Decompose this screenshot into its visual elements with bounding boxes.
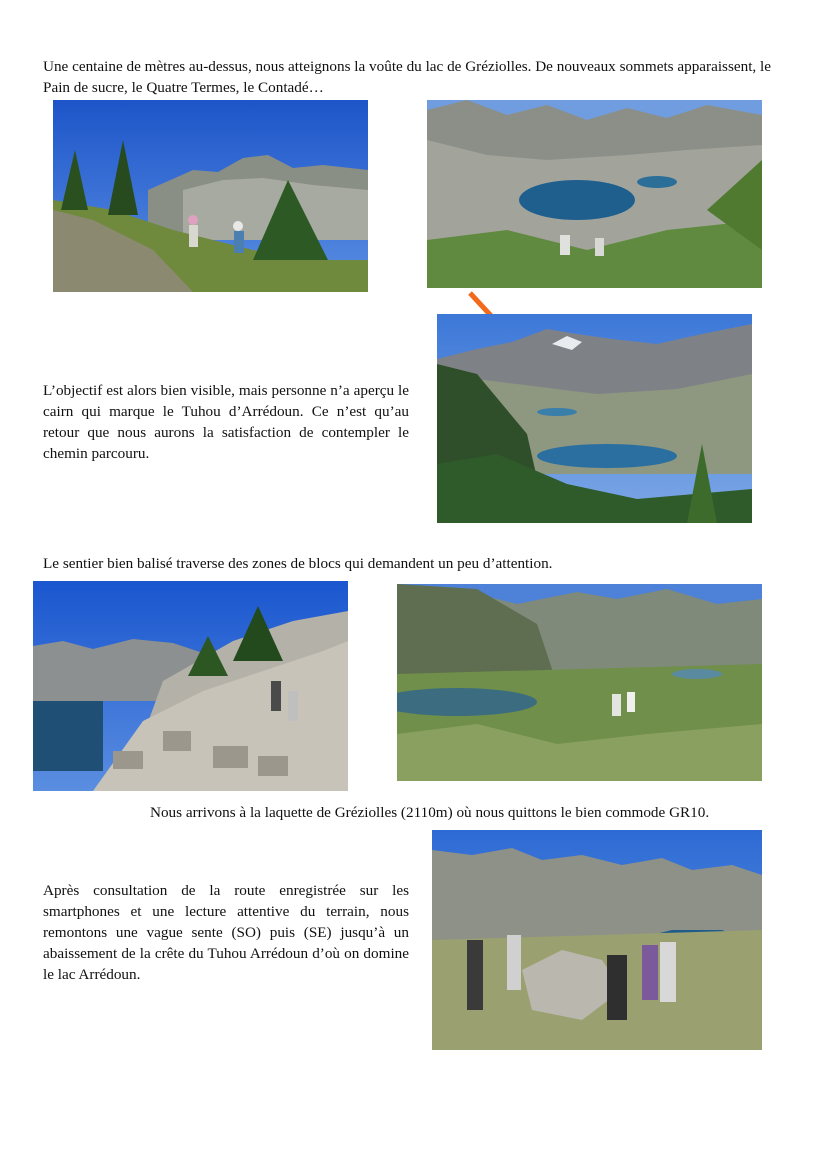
photo-lake-valley [427, 100, 762, 288]
photo-laquette-meadow [397, 584, 762, 781]
photo-boulder-field [33, 581, 348, 791]
paragraph-laquette-arrival: Nous arrivons à la laquette de Gréziolles (2110m) où nous quittons le bien commode GR10. [150, 804, 710, 821]
photo-hikers-pines [53, 100, 368, 292]
paragraph-objective-visible: L’objectif est alors bien visible, mais personne n’a aperçu le cairn qui marque le Tuhou d’Arrédoun. Ce n’est qu’au retour que nous aurons la satisfaction de contempler le chemin parcouru. [43, 382, 409, 462]
paragraph-marked-trail: Le sentier bien balisé traverse des zones de blocs qui demandent un peu d’attention. [43, 555, 553, 572]
paragraph-grezioles-vault: Une centaine de mètres au-dessus, nous atteignons la voûte du lac de Gréziolles. De nouveaux sommets apparaissent, le Pain de sucre, le Quatre Termes, le Contadé… [43, 58, 771, 96]
paragraph-route-consultation: Après consultation de la route enregistrée sur les smartphones et une lecture attentive du terrain, nous remontons une vague sente (SO) puis (SE) jusqu’à un abaissement de la crête du Tuhou Arrédoun d’où on domine le lac Arrédoun. [43, 882, 409, 983]
photo-group-ridge [432, 830, 762, 1050]
photo-objective-peak [437, 314, 752, 523]
